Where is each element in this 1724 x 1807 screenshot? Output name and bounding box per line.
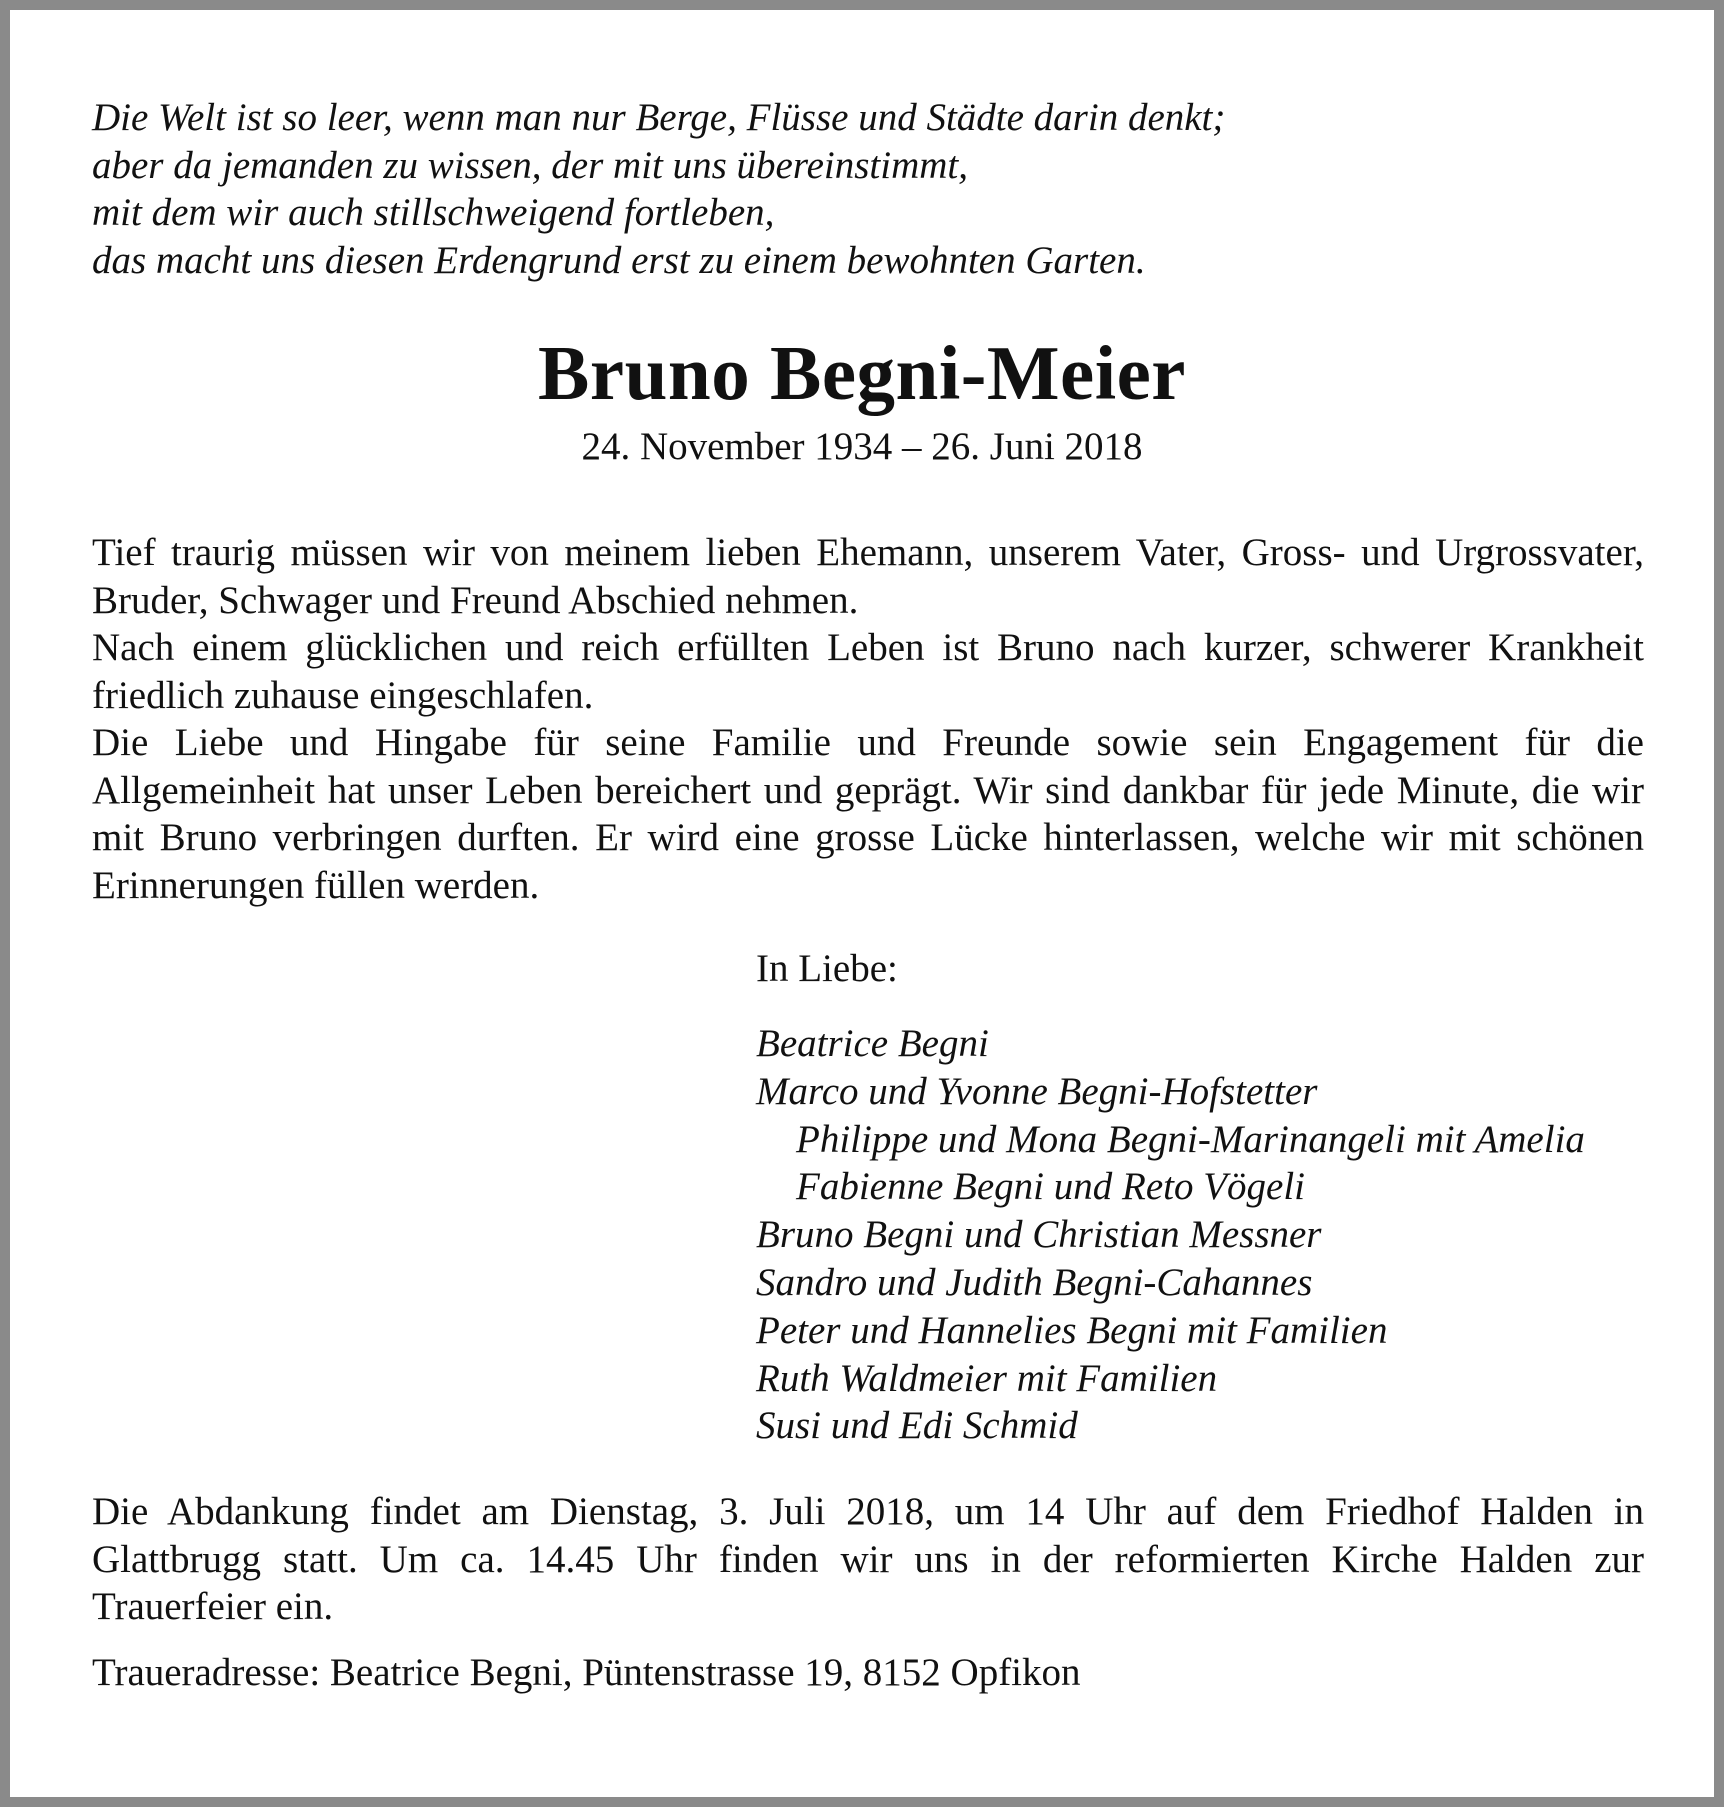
mourner-name: Susi und Edi Schmid xyxy=(756,1404,1078,1448)
mourner-name: Philippe und Mona Begni-Marinangeli mit Amelia xyxy=(796,1117,1585,1161)
motto-quote xyxy=(92,94,1225,284)
announcement-paragraph: Nach einem glücklichen und reich erfüllten Leben ist Bruno nach kurzer, schwerer Krankheit friedlich zuhause eingeschlafen. xyxy=(92,626,1644,717)
obituary-page xyxy=(10,10,1714,1797)
mourner-name: Fabienne Begni und Reto Vögeli xyxy=(796,1165,1306,1209)
mourner-name: Beatrice Begni xyxy=(756,1022,989,1065)
announcement-text xyxy=(92,529,1644,909)
mourning-address: Traueradresse: Beatrice Begni, Püntenstrasse 19, 8152 Opfikon xyxy=(92,1651,1081,1694)
ceremony-notice: Die Abdankung findet am Dienstag, 3. Juli 2018, um 14 Uhr auf dem Friedhof Halden in Glattbrugg statt. Um ca. 14.45 Uhr finden wir uns in der reformierten Kirche Halden zur Trauerfeier ein. xyxy=(92,1490,1644,1628)
mourner-name: Bruno Begni und Christian Messner xyxy=(756,1213,1322,1257)
motto-line: mit dem wir auch stillschweigend fortleben, xyxy=(92,191,775,234)
signoff: In Liebe: xyxy=(756,947,898,990)
motto-line: aber da jemanden zu wissen, der mit uns übereinstimmt, xyxy=(92,143,968,187)
mourner-name: Marco und Yvonne Begni-Hofstetter xyxy=(756,1069,1318,1113)
mourner-name: Peter und Hannelies Begni mit Familien xyxy=(756,1308,1388,1352)
mourners-list xyxy=(756,1020,1585,1450)
announcement-paragraph: Tief traurig müssen wir von meinem lieben Ehemann, unserem Vater, Gross- und Urgrossvater, Bruder, Schwager und Freund Abschied nehmen. xyxy=(92,531,1644,622)
motto-line: das macht uns diesen Erdengrund erst zu einem bewohnten Garten. xyxy=(92,238,1146,282)
deceased-name: Bruno Begni-Meier xyxy=(538,330,1186,416)
mourner-name: Ruth Waldmeier mit Familien xyxy=(756,1356,1218,1400)
announcement-paragraph: Die Liebe und Hingabe für seine Familie und Freunde sowie sein Engagement für die Allgemeinheit hat unser Leben bereichert und geprägt. Wir sind dankbar für jede Minute, die wir mit Bruno verbringen durften. Er wird eine grosse Lücke hinterlassen, welche wir mit schönen Erinnerungen füllen werden. xyxy=(92,721,1644,907)
life-dates: 24. November 1934 – 26. Juni 2018 xyxy=(581,425,1143,468)
motto-line: Die Welt ist so leer, wenn man nur Berge, Flüsse und Städte darin denkt; xyxy=(92,96,1226,139)
mourner-name: Sandro und Judith Begni-Cahannes xyxy=(756,1260,1313,1304)
